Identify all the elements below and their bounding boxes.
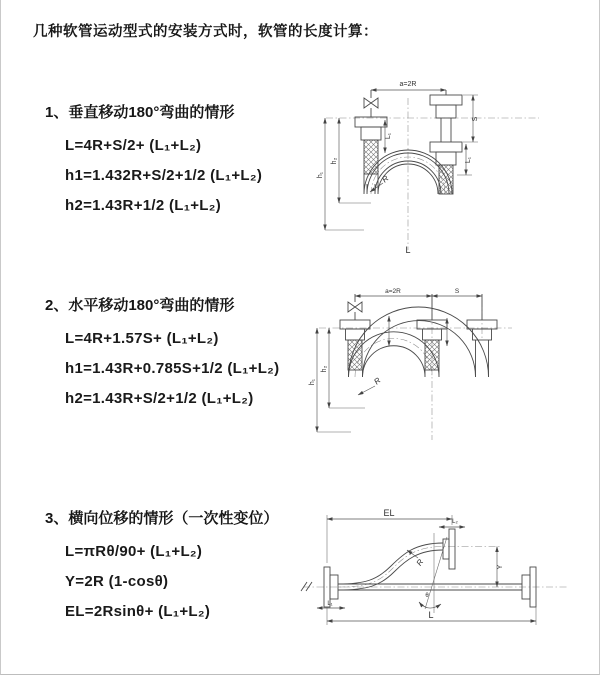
dimensions [317, 296, 482, 432]
diagram-labels [317, 81, 479, 255]
dim-label-l1-right: L₁ [465, 156, 472, 164]
section-2-heading: 2、水平移动180°弯曲的情形 [45, 297, 235, 314]
dim-label-r: R [372, 375, 383, 387]
formula-y: Y=2R (1-cosθ) [65, 573, 169, 590]
dim-label-r: R [380, 173, 391, 185]
dim-label-s: S [454, 288, 460, 295]
dim-label-h1: h₁ [309, 378, 316, 386]
centerline-break-mark [301, 582, 312, 591]
valve-icon [348, 294, 362, 320]
dim-label-l: L [405, 245, 411, 255]
section-horizontal-movement [45, 296, 279, 414]
diagram-vertical-movement-180-bend [311, 72, 551, 257]
dim-label-span: a=2R [385, 288, 401, 295]
formula-l: L=4R+1.57S+ (L₁+L₂) [65, 330, 219, 347]
dim-label-l2: L₂ [452, 519, 458, 525]
section-3-heading: 3、横向位移的情形（一次性变位） [45, 510, 279, 527]
valve-icon [364, 90, 378, 117]
centerlines [326, 98, 539, 250]
hose-assembly [324, 529, 536, 613]
formula-h2: h2=1.43R+1/2 (L₁+L₂) [65, 197, 222, 214]
right-flange-lower [430, 142, 462, 152]
section-lateral-displacement [45, 509, 278, 627]
left-flange [355, 117, 387, 127]
diagram-lateral-displacement [297, 503, 587, 645]
diagram-labels [327, 508, 504, 620]
s-curve-hose [338, 543, 443, 584]
right-flange-upper [430, 95, 462, 105]
section-vertical-movement [45, 103, 262, 221]
formula-h1: h1=1.43R+0.785S+1/2 (L₁+L₂) [65, 360, 280, 377]
section-1-heading: 1、垂直移动180°弯曲的情形 [45, 104, 235, 121]
dim-label-h1: h₁ [317, 171, 324, 179]
hose-assembly [355, 90, 462, 194]
page-title: 几种软管运动型式的安装方式时，软管的长度计算： [33, 24, 378, 40]
dim-label-y: Y [497, 564, 504, 570]
dim-label-r: R [414, 557, 426, 568]
diagram-labels [309, 288, 460, 386]
dimensions [325, 90, 478, 230]
formula-el: EL=2Rsinθ+ (L₁+L₂) [65, 603, 211, 620]
flange-1 [340, 320, 370, 329]
dim-label-l1: L₁ [327, 601, 333, 607]
hose-assembly [340, 294, 497, 377]
dim-label-l1-left: L₁ [385, 132, 392, 140]
dim-label-span: a=2R [399, 81, 417, 88]
formula-h1: h1=1.432R+S/2+1/2 (L₁+L₂) [65, 167, 263, 184]
diagram-horizontal-movement-180-bend [307, 282, 567, 452]
formula-h2: h2=1.43R+S/2+1/2 (L₁+L₂) [65, 390, 254, 407]
dim-label-s: S [472, 116, 479, 122]
dim-label-l: L [428, 610, 434, 620]
dim-label-el: EL [383, 508, 395, 518]
upper-flange [449, 529, 455, 569]
dim-label-h2: h₂ [331, 157, 338, 165]
dim-label-h2: h₂ [321, 365, 328, 373]
braided-hose-section [425, 340, 439, 370]
formula-l: L=4R+S/2+ (L₁+L₂) [65, 137, 202, 154]
dim-label-theta: θ [425, 593, 429, 599]
formula-l: L=πRθ/90+ (L₁+L₂) [65, 543, 203, 560]
